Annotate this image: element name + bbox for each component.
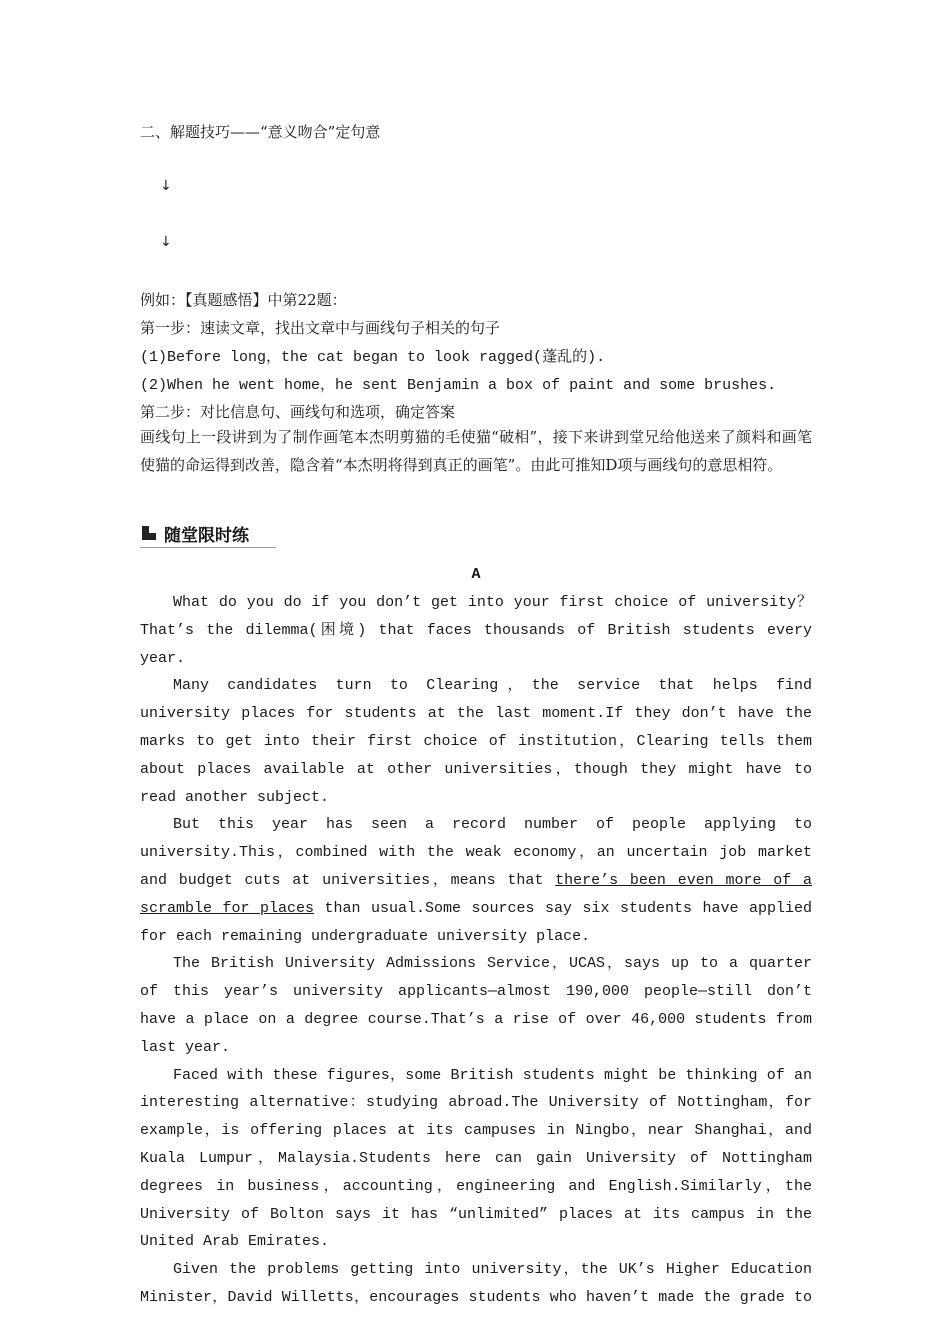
- related-sentence-1: (1)Before long，the cat began to look ragged(蓬乱的).: [140, 349, 606, 366]
- step-one: 第一步：速读文章，找出文章中与画线句子相关的句子: [140, 319, 501, 337]
- passage-paragraph: Faced with these figures，some British students might be thinking of an interesting alternative：studying abroad.The University of Nottingham，for example，is offering places at its campuses in Ningbo，near Shanghai，and Kuala Lumpur，Malaysia.Students here can gain University of Nottingham degrees in business，accounting，engineering and English.Similarly，the University of Bolton says it has “unlimited” places at its campus in the United Arab Emirates.: [140, 1066, 812, 1251]
- down-arrow-icon: ↓: [160, 234, 172, 250]
- down-arrow-icon: ↓: [160, 178, 172, 194]
- passage-paragraph: What do you do if you don’t get into your first choice of university？That’s the dilemma(困境) that faces thousands of British students every year.: [140, 594, 812, 667]
- practice-section-header: [140, 520, 276, 548]
- paragraph-text: than usual.Some sources say six students have applied for each remaining undergraduate university place.: [140, 899, 812, 945]
- passage-title: A: [471, 566, 481, 583]
- reading-passage: [140, 563, 812, 1312]
- related-sentence-2: (2)When he went home，he sent Benjamin a box of paint and some brushes.: [140, 377, 777, 394]
- underlined-sentence: there’s been even more of a scramble for places: [140, 871, 812, 917]
- passage-paragraph: Given the problems getting into university，the UK’s Higher Education Minister，David Willetts，encourages students who haven’t made the grade to: [140, 1261, 812, 1306]
- section-marker-icon: [142, 526, 156, 540]
- step-two: 第二步：对比信息句、画线句和选项，确定答案: [140, 403, 456, 421]
- example-intro: 例如：【真题感悟】中第22题：: [140, 291, 347, 309]
- analysis-paragraph: 画线句上一段讲到为了制作画笔本杰明剪猫的毛使猫“破相”，接下来讲到堂兄给他送来了颜料和画笔使猫的命运得到改善，隐含着“本杰明将得到真正的画笔”。由此可推知D项与画线句的意思相符。: [140, 428, 812, 474]
- passage-paragraph: The British University Admissions Service，UCAS，says up to a quarter of this year’s university applicants—almost 190,000 people—still don’t have a place on a degree course.That’s a rise of over 46,000 students from last year.: [140, 955, 812, 1056]
- passage-paragraph: Many candidates turn to Clearing，the service that helps find university places for students at the last moment.If they don’t have the marks to get into their first choice of institution，Clearing tells them about places available at other universities，though they might have to read another subject.: [140, 677, 812, 806]
- section-title: 随堂限时练: [164, 526, 249, 546]
- paragraph-text: But this year has seen a record number of people applying to university.This，combined with the weak economy，an uncertain job market and budget cuts at universities，means that: [140, 816, 812, 889]
- section-heading: 二、解题技巧——“意义吻合”定句意: [140, 123, 381, 141]
- passage-paragraph: [140, 811, 812, 950]
